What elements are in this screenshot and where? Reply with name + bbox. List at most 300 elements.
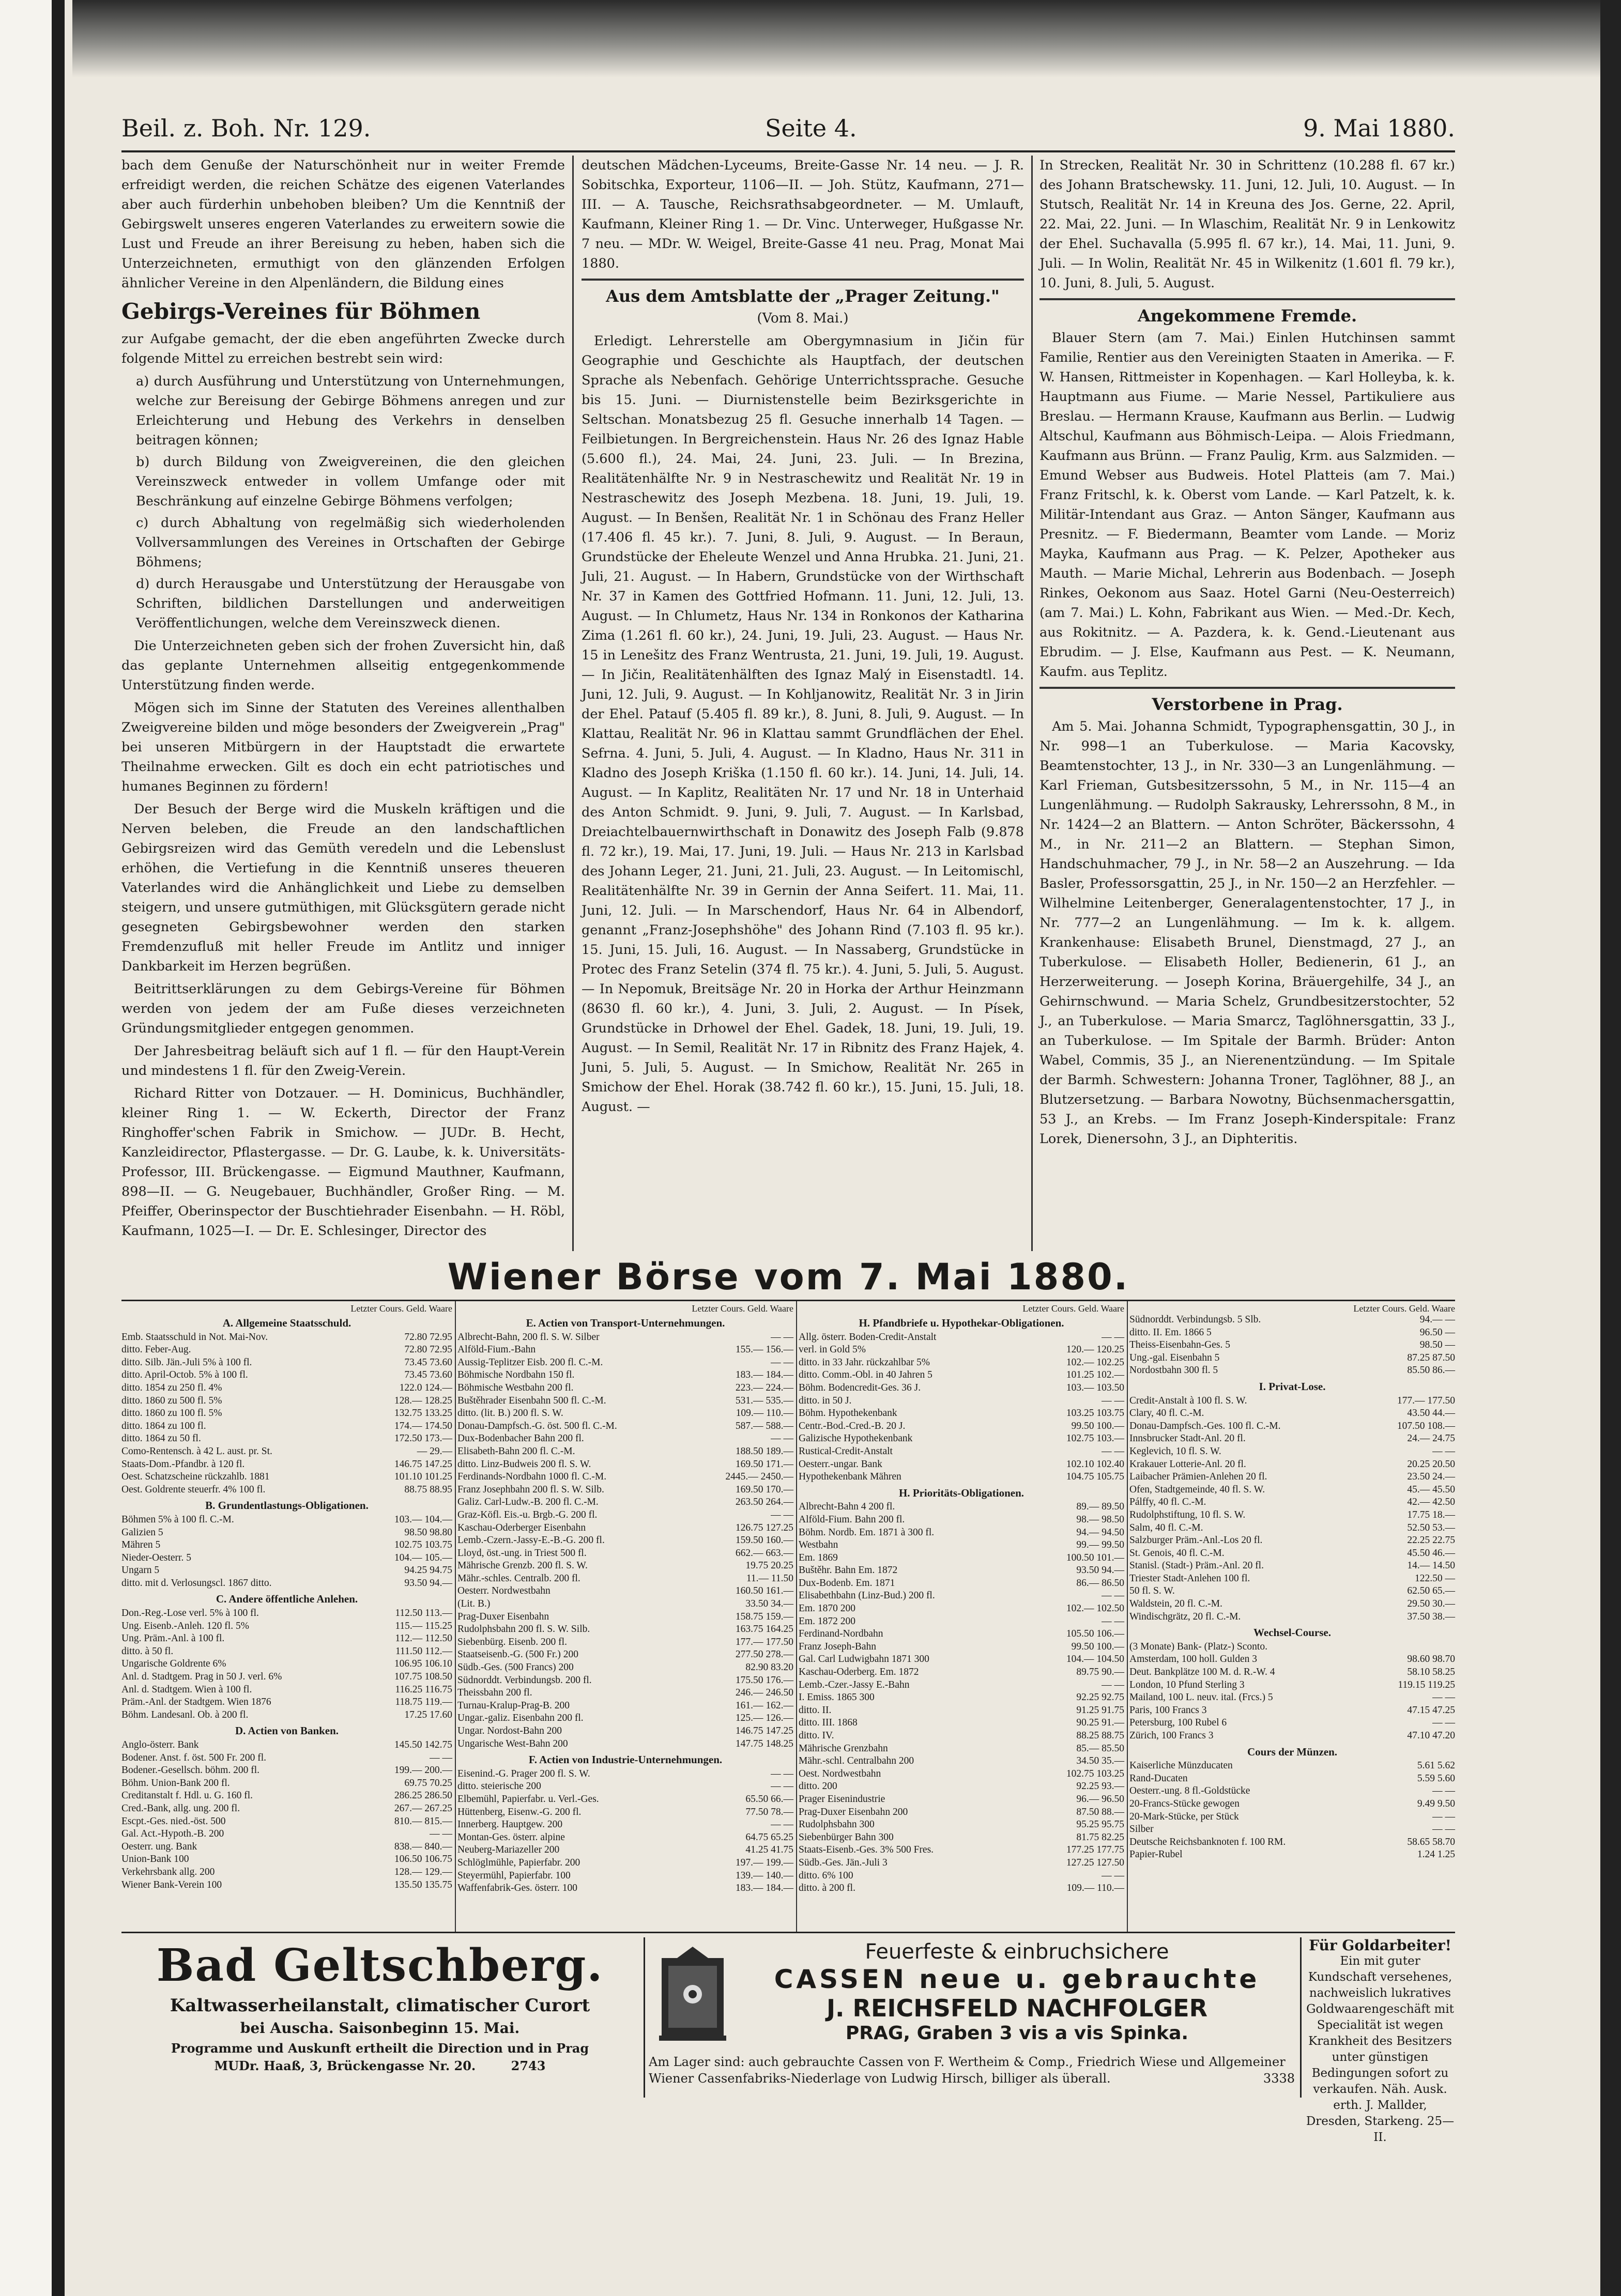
security-quote: 90.25 91.— [1076, 1717, 1124, 1729]
security-name: Galizische Hypothekenbank [799, 1433, 913, 1444]
table-row [121, 1564, 452, 1577]
security-quote: 103.— 104.— [394, 1514, 452, 1525]
table-row [1129, 1653, 1455, 1666]
security-quote: 19.75 20.25 [745, 1560, 793, 1571]
table-divider [796, 1301, 797, 1932]
security-name: Staatseisenb.-G. (500 Fr.) 200 [457, 1649, 578, 1660]
security-name: Allg. österr. Boden-Credit-Anstalt [799, 1331, 937, 1343]
security-quote: 95.25 95.75 [1076, 1819, 1124, 1830]
table-row [799, 1590, 1124, 1602]
borse-column-4 [1129, 1301, 1455, 1932]
table-row [799, 1793, 1124, 1806]
security-quote: 102.— 102.50 [1066, 1603, 1124, 1614]
security-quote: 277.50 278.— [735, 1649, 793, 1660]
ad-cassen [649, 1937, 1295, 2098]
table-row [799, 1844, 1124, 1857]
header-rule [121, 150, 1455, 152]
security-quote: 119.15 119.25 [1398, 1679, 1455, 1690]
security-name: ditto. 1854 zu 250 fl. 4% [121, 1382, 222, 1393]
security-quote: 98.60 98.70 [1407, 1654, 1455, 1665]
table-row [457, 1534, 793, 1547]
security-name: Dux-Bodenbacher Bahn 200 fl. [457, 1433, 584, 1444]
section-rule [1039, 298, 1455, 300]
ad-title: Für Goldarbeiter! [1309, 1937, 1451, 1954]
table-row [457, 1725, 793, 1738]
security-name: Triester Stadt-Anlehen 100 fl. [1129, 1573, 1250, 1584]
security-name: Anl. d. Stadtgem. Wien à 100 fl. [121, 1684, 252, 1695]
table-row [799, 1471, 1124, 1484]
security-quote: 89.75 90.— [1076, 1667, 1124, 1678]
security-name: Petersburg, 100 Rubel 6 [1129, 1717, 1227, 1729]
table-row [457, 1687, 793, 1700]
table-row [799, 1602, 1124, 1615]
borse-section-title: H. Prioritäts-Obligationen. [898, 1486, 1024, 1499]
security-quote: 177.25 177.75 [1066, 1844, 1124, 1856]
table-row [121, 1514, 452, 1527]
security-name: ditto. in 50 J. [799, 1395, 852, 1406]
arrivals-body: Blauer Stern (am 7. Mai.) Einlen Hutchinsen sammt Familie, Rentier aus den Vereinigten Staaten in Amerika. — F. W. Hansen, Rittmeister in Kopenhagen. — Karl Holleyba, k. k. Hauptmann aus Fiume. — Marie Nessel, Partikuliere aus Breslau. — Hermann Krause, Kaufmann aus Berlin. — Ludwig Altschul, Kaufmann aus Böhmisch-Leipa. — Alois Friedmann, Kaufmann aus Brünn. — Franz Paulig, Krm. aus Salzmiden. — Emund Webser aus Budweis. Hotel Platteis (am 7. Mai.) Franz Fritschl, k. k. Oberst vom Lande. — Karl Patzelt, k. k. Militär-Intendant aus Graz. — Anton Sänger, Kaufmann aus Presnitz. — F. Biedermann, Beamter vom Lande. — Moriz Mayka, Kaufmann aus Prag. — K. Pelzer, Apotheker aus Mauth. — Marie Michal, Lehrerin aus Bodenbach. — Joseph Rinkes, Oekonom aus Saaz. Hotel Garni (Neu-Oesterreich) (am 7. Mai.) L. Kohn, Fabrikant aus Wien. — Med.-Dr. Kech, aus Rokitnitz. — A. Pazdera, k. k. Gend.-Lieutenant aus Ebrudim. — J. Else, Kaufmann aus Pest. — K. Neumann, Kaufm. aus Teplitz. [1039, 330, 1455, 680]
column-1 [121, 156, 565, 1251]
table-row [1129, 1811, 1455, 1824]
security-quote: 838.— 840.— [394, 1841, 452, 1852]
security-name: Rudolphsbahn 300 [799, 1819, 875, 1830]
security-quote: 199.— 200.— [394, 1765, 452, 1776]
table-row [121, 1445, 452, 1458]
security-quote: — — [1432, 1445, 1455, 1457]
deaths-body: Am 5. Mai. Johanna Schmidt, Typographensgattin, 30 J., in Nr. 998—1 an Tuberkulose. — Maria Kacovsky, Beamtenstochter, 13 J., in Nr. 330—3 an Lungenlähmung. — Karl Frieman, Gutsbesitzerssohn, 5 M., in Nr. 115—4 an Lungenlähmung. — Rudolph Sakrausky, Lehrerssohn, 8 M., in Nr. 1424—2 an Blattern. — Anton Schröter, Bäckerssohn, 4 M., in Nr. 211—2 an Blattern. — Stephan Simon, Handschuhmacher, 79 J., in Nr. 58—2 an Auszehrung. — Ida Basler, Professorsgattin, 25 J., in Nr. 150—2 an Herzfehler. — Wilhelmine Leitenberger, Generalagentenstochter, 17 J., in Nr. 777—2 an Lungenlähmung. — Im k. k. allgem. Krankenhause: Elisabeth Brunel, Dienstmagd, 27 J., an Tuberkulose. — Elisabeth Holler, Bedienerin, 61 J., an Herzerweiterung. — Joseph Korina, Bräuergehilfe, 34 J., an Gehirnschwund. — Maria Schelz, Grundbesitzerstochter, 52 J., an Tuberkulose. — Maria Smarcz, Taglöhnersgattin, 33 J., an Tuberkulose. — Im Spitale der Barmh. Brüder: Anton Wabel, Commis, 35 J., an Nierenentzündung. — Im Spitale der Barmh. Schwestern: Johanna Troner, Taglöhner, 88 J., an Blutzersetzung. — Barbara Nowotny, Büchsenmachersgattin, 53 J., an Krebs. — Im Franz Joseph-Kinderspitale: Franz Lorek, Dienersohn, 3 J., an Diphteritis. [1039, 719, 1455, 1147]
security-name: Donau-Dampfsch.-G. öst. 500 fl. C.-M. [457, 1420, 617, 1431]
borse-section-title: Wechsel-Course. [1253, 1626, 1331, 1639]
security-name: Franz Joseph-Bahn [799, 1641, 877, 1652]
table-row [1129, 1679, 1455, 1692]
article-intro: bach dem Genuße der Naturschönheit nur in weiter Fremde erfreidigt werden, die reichen Schätze des eigenen Vaterlandes aber auch fürderhin unbehoben bleiben? Um die Kenntniß der Gebirgswelt unseres engeren Vaterlandes zu erweitern sowie die Lust und Freude an ihrer Bereisung zu heben, haben sich die Unterzeichneten, ermuthigt von den glänzenden Erfolgen ähnlicher Vereine in den Alpenländern, die Bildung eines [121, 158, 565, 291]
security-quote: 223.— 224.— [735, 1382, 793, 1393]
ad-line: CASSEN neue u. gebrauchte [774, 1964, 1260, 1994]
security-name: Oesterr. Nordwestbahn [457, 1585, 550, 1597]
table-row [457, 1661, 793, 1674]
table-row [457, 1700, 793, 1713]
column-head: Letzter Cours. Geld. Waare [1022, 1303, 1124, 1314]
security-name: Böhmische Westbahn 200 fl. [457, 1382, 574, 1393]
security-name: Ungar. Nordost-Bahn 200 [457, 1725, 562, 1736]
security-quote: 102.75 103.75 [394, 1539, 452, 1551]
table-row [799, 1395, 1124, 1408]
table-row [457, 1857, 793, 1870]
table-row [121, 1752, 452, 1765]
table-row [1129, 1339, 1455, 1352]
table-row [1129, 1445, 1455, 1458]
security-name: Schlöglmühle, Papierfabr. 200 [457, 1857, 580, 1868]
security-quote: 112.— 112.50 [395, 1633, 452, 1644]
security-quote: — — [771, 1768, 793, 1779]
security-quote: 102.— 102.25 [1066, 1357, 1124, 1368]
security-name: Kaschau-Oderberg. Em. 1872 [799, 1667, 919, 1678]
security-name: ditto. 1860 zu 500 fl. 5% [121, 1395, 222, 1406]
header-page-number: Seite 4. [765, 114, 857, 142]
security-quote: 107.75 108.50 [394, 1671, 452, 1683]
security-name: Emb. Staatsschuld in Not. Mai-Nov. [121, 1331, 268, 1343]
security-quote: — — [1432, 1717, 1455, 1729]
list-item: a) durch Ausführung und Unterstützung von Unternehmungen, welche zur Bereisung der Gebirge Böhmens anregen und zur Erleichterung und Hebung des Verkehrs in denselben beitragen können; [136, 374, 565, 448]
security-quote: 92.25 93.— [1076, 1781, 1124, 1792]
security-name: Nieder-Oesterr. 5 [121, 1552, 191, 1563]
founders-continued: deutschen Mädchen-Lyceums, Breite-Gasse Nr. 14 neu. — J. R. Sobitschka, Exporteur, 1106—II. — Joh. Stütz, Kaufmann, 271—III. — A. Tausche, Reichsrathsabgeordneter. — M. Umlauft, Kaufmann, Kleiner Ring 1. — Dr. Vinc. Unterweger, Hußgasse Nr. 7 neu. — MDr. W. Weigel, Breite-Gasse 41 neu. Prag, Monat Mai 1880. [582, 158, 1024, 271]
table-row [799, 1432, 1124, 1445]
security-quote: 175.50 176.— [735, 1674, 793, 1686]
security-quote: 85.— 85.50 [1076, 1743, 1124, 1754]
table-row [121, 1458, 452, 1471]
security-name: ditto. IV. [799, 1730, 834, 1741]
security-name: Em. 1869 [799, 1552, 838, 1563]
table-row [799, 1691, 1124, 1704]
security-name: Innsbrucker Stadt-Anl. 20 fl. [1129, 1433, 1246, 1444]
security-name: Ung.-gal. Eisenbahn 5 [1129, 1352, 1220, 1363]
table-row [799, 1331, 1124, 1344]
security-name: Donau-Dampfsch.-Ges. 100 fl. C.-M. [1129, 1420, 1281, 1431]
table-row [1129, 1534, 1455, 1547]
scan-top-edge [0, 0, 1621, 78]
security-name: Oest. Schatzscheine rückzahlb. 1881 [121, 1471, 270, 1483]
table-row [457, 1819, 793, 1831]
security-name: Ferdinand-Nordbahn [799, 1628, 883, 1640]
article-paragraph: Mögen sich im Sinne der Statuten des Vereines allenthalben Zweigvereine bilden und möge besonders der Zweigverein „Prag" bei unseren Mitbürgern in der Hauptstadt die erwartete Theilnahme erwecken. Gilt es doch ein echt patriotisches und humanes Beginnen zu fördern! [121, 700, 565, 794]
security-quote: 169.50 170.— [735, 1484, 793, 1495]
ad-cassen-text [739, 1939, 1295, 2045]
column-2 [582, 156, 1024, 1251]
scan-left-edge [0, 0, 72, 2296]
security-name: Lemb.-Czern.-Jassy-E.-B.-G. 200 fl. [457, 1535, 605, 1546]
article-purpose: zur Aufgabe gemacht, der die eben angeführten Zwecke durch folgende Mittel zu erreichen bestrebt sein wird: [121, 331, 565, 366]
security-name: I. Emiss. 1865 300 [799, 1692, 875, 1703]
security-name: Em. 1870 200 [799, 1603, 855, 1614]
table-row [1129, 1484, 1455, 1497]
security-quote: 93.50 94.— [404, 1577, 452, 1589]
security-quote: — — [1102, 1679, 1124, 1690]
table-row [1129, 1471, 1455, 1484]
table-divider [455, 1301, 456, 1932]
column-divider [572, 156, 574, 1251]
security-quote: 94.25 94.75 [404, 1565, 452, 1576]
security-name: Eisenind.-G. Prager 200 fl. S. W. [457, 1768, 590, 1779]
security-name: Bodener. Anst. f. öst. 500 Fr. 200 fl. [121, 1752, 267, 1763]
security-quote: 52.50 53.— [1407, 1522, 1455, 1533]
security-quote: 104.75 105.75 [1066, 1471, 1124, 1483]
security-name: ditto. à 50 fl. [121, 1645, 174, 1657]
table-row [121, 1607, 452, 1620]
header-left: Beil. z. Boh. Nr. 129. [121, 114, 371, 142]
security-quote: 43.50 44.— [1407, 1408, 1455, 1419]
security-name: Südnorddt. Verbindungsb. 5 Slb. [1129, 1314, 1261, 1325]
security-quote: 99.— 99.50 [1076, 1539, 1124, 1551]
security-quote: 147.75 148.25 [735, 1738, 793, 1749]
security-name: Paris, 100 Francs 3 [1129, 1704, 1207, 1716]
table-row [799, 1539, 1124, 1552]
security-quote: 24.— 24.75 [1407, 1433, 1455, 1444]
security-name: Rudolphsbahn 200 fl. S. W. Silb. [457, 1624, 590, 1635]
ad-text [121, 2057, 638, 2075]
security-name: ditto. (lit. B.) 200 fl. S. W. [457, 1408, 563, 1419]
table-row [121, 1527, 452, 1539]
table-row [457, 1357, 793, 1369]
article-paragraph: Der Besuch der Berge wird die Muskeln kräftigen und die Nerven beleben, die Freude an den landschaftlichen Gebirgsreizen wird das Gemüth veredeln und die Lebenslust erhöhen, die Vertiefung in die Kenntniß unseres theueren Vaterlandes wird die Anhänglichkeit und Liebe zu demselben steigern, und unsere gutmüthigen, mit Glücksgütern gerade nicht gesegneten Gebirgsbewohner werden den starken Fremdenzufluß mit heller Freude im Antlitz und inniger Dankbarkeit im Herzen begrüßen. [121, 802, 565, 974]
security-quote: 109.— 110.— [736, 1408, 793, 1419]
security-quote: 96.50 — [1419, 1327, 1455, 1338]
table-row [457, 1369, 793, 1382]
security-quote: 72.80 72.95 [404, 1344, 452, 1355]
security-name: Salzburger Präm.-Anl.-Los 20 fl. [1129, 1535, 1263, 1546]
ad-bad-geltschberg [121, 1937, 638, 2098]
security-name: Kaschau-Oderberger Eisenbahn [457, 1522, 586, 1533]
table-row [457, 1560, 793, 1573]
security-quote: 118.75 119.— [395, 1697, 452, 1708]
security-quote: 23.50 24.— [1407, 1471, 1455, 1483]
ad-footer [649, 2054, 1295, 2087]
security-name: (3 Monate) Bank- (Platz-) Sconto. [1129, 1641, 1267, 1652]
security-quote: 29.50 30.— [1407, 1598, 1455, 1610]
borse-section-title: A. Allgemeine Staatsschuld. [222, 1317, 351, 1329]
table-row [121, 1484, 452, 1497]
table-row [799, 1768, 1124, 1781]
security-quote: 91.25 91.75 [1076, 1704, 1124, 1716]
security-name: Galiz. Carl-Ludw.-B. 200 fl. C.-M. [457, 1497, 599, 1508]
security-name: Buštěhr. Bahn Em. 1872 [799, 1565, 898, 1576]
ad-divider [1300, 1937, 1302, 2098]
security-name: Oesterr.-ung. 8 fl.-Goldstücke [1129, 1785, 1250, 1797]
table-row [799, 1615, 1124, 1628]
security-name: Böhm. Nordb. Em. 1871 à 300 fl. [799, 1527, 935, 1538]
security-quote: 64.75 65.25 [745, 1831, 793, 1843]
security-name: Theiss-Eisenbahn-Ges. 5 [1129, 1339, 1230, 1351]
security-quote: 45.50 46.— [1407, 1547, 1455, 1559]
security-name: Mährische Grenzbahn [799, 1743, 888, 1754]
ad-goldarbeiter [1305, 1937, 1455, 2144]
security-name: Kaiserliche Münzducaten [1129, 1760, 1233, 1771]
security-name: Lloyd, öst.-ung. in Triest 500 fl. [457, 1547, 587, 1559]
security-name: ditto. mit d. Verlosungscl. 1867 ditto. [121, 1577, 272, 1589]
column-3 [1039, 156, 1455, 1251]
security-name: Stanisl. (Stadt-) Präm.-Anl. 20 fl. [1129, 1560, 1264, 1571]
table-row [1129, 1848, 1455, 1861]
security-quote: 810.— 815.— [394, 1815, 452, 1827]
borse-column-3 [799, 1301, 1124, 1932]
security-quote: 14.— 14.50 [1407, 1560, 1455, 1571]
security-name: Siebenbürg. Eisenb. 200 fl. [457, 1636, 567, 1647]
security-quote: 102.75 103.— [1066, 1433, 1124, 1444]
table-row [1129, 1509, 1455, 1522]
security-quote: 174.— 174.50 [394, 1420, 452, 1431]
security-quote: 263.50 264.— [735, 1497, 793, 1508]
security-quote: 662.— 663.— [735, 1547, 793, 1559]
security-name: Montan-Ges. österr. alpine [457, 1831, 565, 1843]
security-name: Oest. Nordwestbahn [799, 1768, 881, 1779]
security-quote: — — [771, 1509, 793, 1520]
security-quote: 100.50 101.— [1066, 1552, 1124, 1563]
stock-exchange-table [121, 1300, 1455, 1933]
table-row [121, 1853, 452, 1866]
security-name: Böhm. Landesanl. Ob. à 200 fl. [121, 1709, 249, 1720]
security-quote: — — [1102, 1331, 1124, 1343]
security-name: Prag-Duxer Eisenbahn [457, 1611, 549, 1622]
security-quote: 128.— 128.25 [394, 1395, 452, 1406]
security-name: Silber [1129, 1824, 1154, 1835]
security-name: Elisabeth-Bahn 200 fl. C.-M. [457, 1445, 575, 1457]
security-quote: 172.50 173.— [394, 1433, 452, 1444]
security-name: Buštěhrader Eisenbahn 500 fl. C.-M. [457, 1395, 606, 1406]
table-row [799, 1870, 1124, 1883]
security-name: Südb.-Ges. (500 Francs) 200 [457, 1662, 574, 1673]
ad-body: Ein mit guter Kundschaft versehenes, nachweislich lukratives Goldwaarengeschäft mit Specialität ist wegen Krankheit des Besitzers unter günstigen Bedingungen sofort zu verkaufen. Näh. Ausk. erth. J. Mallder, Dresden, Starkeng. 25—II. [1306, 1954, 1455, 2144]
security-name: Böhmen 5% à 100 fl. C.-M. [121, 1514, 234, 1525]
table-row [457, 1484, 793, 1497]
security-name: Waldstein, 20 fl. C.-M. [1129, 1598, 1222, 1610]
ad-divider [644, 1937, 645, 2098]
security-quote: 128.— 129.— [394, 1866, 452, 1877]
security-quote: 5.59 5.60 [1417, 1773, 1455, 1784]
table-row [121, 1790, 452, 1802]
table-row [121, 1552, 452, 1565]
security-name: Albrecht-Bahn, 200 fl. S. W. Silber [457, 1331, 600, 1343]
security-quote: 127.25 127.50 [1066, 1857, 1124, 1868]
table-row [457, 1509, 793, 1522]
security-quote: 73.45 73.60 [404, 1369, 452, 1381]
security-name: Mähren 5 [121, 1539, 161, 1551]
security-name: Keglevich, 10 fl. S. W. [1129, 1445, 1221, 1457]
table-row [799, 1357, 1124, 1369]
security-quote: — — [1432, 1785, 1455, 1797]
security-name: Zürich, 100 Francs 3 [1129, 1730, 1214, 1741]
table-row [121, 1764, 452, 1777]
security-name: ditto. Comm.-Obl. in 40 Jahren 5 [799, 1369, 932, 1381]
security-name: Lemb.-Czer.-Jassy E.-Bahn [799, 1679, 910, 1690]
security-quote: 587.— 588.— [735, 1420, 793, 1431]
security-name: Alföld-Fium. Bahn 200 fl. [799, 1514, 905, 1525]
security-quote: — — [771, 1357, 793, 1368]
security-name: Präm.-Anl. der Stadtgem. Wien 1876 [121, 1697, 271, 1708]
security-quote: 98.50 98.80 [404, 1527, 452, 1538]
security-name: Alföld-Fium.-Bahn [457, 1344, 536, 1355]
table-row [457, 1344, 793, 1357]
security-quote: 9.49 9.50 [1417, 1798, 1455, 1809]
table-row [799, 1458, 1124, 1471]
table-row [457, 1598, 793, 1611]
table-row [1129, 1691, 1455, 1704]
column-head: Letzter Cours. Geld. Waare [1353, 1303, 1455, 1314]
security-quote: 197.— 199.— [735, 1857, 793, 1868]
security-name: Turnau-Kralup-Prag-B. 200 [457, 1700, 570, 1711]
security-quote: 109.— 110.— [1066, 1883, 1124, 1894]
table-row [457, 1573, 793, 1585]
security-quote: 17.75 18.— [1407, 1509, 1455, 1520]
security-quote: 102.75 103.25 [1066, 1768, 1124, 1779]
ad-line: Feuerfeste & einbruchsichere [865, 1940, 1169, 1964]
table-row [799, 1641, 1124, 1654]
security-name: Ungarn 5 [121, 1565, 160, 1576]
security-quote: 82.90 83.20 [745, 1662, 793, 1673]
table-row [799, 1806, 1124, 1819]
security-name: Escpt.-Ges. nied.-öst. 500 [121, 1815, 226, 1827]
security-name: Rustical-Credit-Anstalt [799, 1445, 893, 1457]
security-quote: 17.25 17.60 [404, 1709, 452, 1720]
security-quote: — — [1432, 1692, 1455, 1703]
table-row [799, 1831, 1124, 1844]
security-quote: 72.80 72.95 [404, 1331, 452, 1343]
security-quote: 112.50 113.— [395, 1608, 452, 1619]
table-row [1129, 1573, 1455, 1585]
table-row [799, 1717, 1124, 1730]
borse-section-title: Cours der Münzen. [1247, 1745, 1338, 1758]
security-quote: 169.50 171.— [735, 1458, 793, 1470]
security-name: Em. 1872 200 [799, 1615, 855, 1627]
arrivals-title: Angekommene Fremde. [1137, 306, 1357, 326]
security-name: Ungarische West-Bahn 200 [457, 1738, 568, 1749]
security-name: Bodener.-Gesellsch. böhm. 200 fl. [121, 1765, 259, 1776]
security-name: Prag-Duxer Eisenbahn 200 [799, 1806, 908, 1817]
security-name: Anl. d. Stadtgem. Prag in 50 J. verl. 6% [121, 1671, 282, 1683]
table-row [1129, 1704, 1455, 1717]
security-name: Mähr.-schles. Centralb. 200 fl. [457, 1573, 580, 1584]
security-quote: 99.50 100.— [1071, 1641, 1124, 1652]
security-quote: 161.— 162.— [735, 1700, 793, 1711]
table-row [1129, 1458, 1455, 1471]
security-quote: 102.10 102.40 [1066, 1458, 1124, 1470]
security-quote: 85.50 86.— [1407, 1365, 1455, 1376]
security-quote: 146.75 147.25 [394, 1458, 452, 1470]
table-row [1129, 1547, 1455, 1560]
security-quote: 34.50 35.— [1076, 1755, 1124, 1767]
security-quote: 104.— 105.— [394, 1552, 452, 1563]
security-quote: 98.50 — [1419, 1339, 1455, 1351]
ad-text: Programme und Auskunft ertheilt die Direction und in Prag [171, 2041, 589, 2056]
security-quote: 94.— 94.50 [1076, 1527, 1124, 1538]
security-name: Böhm. Union-Bank 200 fl. [121, 1777, 230, 1789]
table-row [457, 1882, 793, 1895]
security-quote: 177.— 177.50 [735, 1636, 793, 1647]
security-quote: 183.— 184.— [735, 1883, 793, 1894]
table-row [121, 1739, 452, 1752]
table-row [457, 1870, 793, 1883]
section-rule [1039, 687, 1455, 689]
table-row [121, 1577, 452, 1590]
article-headline: Gebirgs-Vereines für Böhmen [121, 299, 481, 324]
table-row [799, 1445, 1124, 1458]
table-row [799, 1382, 1124, 1395]
table-row [457, 1611, 793, 1624]
table-row [121, 1420, 452, 1433]
security-name: Elbemühl, Papierfabr. u. Verl.-Ges. [457, 1793, 599, 1805]
newspaper-page [121, 111, 1455, 2144]
security-name: Steyermühl, Papierfabr. 100 [457, 1870, 571, 1881]
table-row [799, 1679, 1124, 1692]
article-paragraph: Die Unterzeichneten geben sich der frohen Zuversicht hin, daß das geplante Unternehmen allseitig entgegenkommende Unterstützung finden werde. [121, 638, 565, 693]
security-quote: 101.10 101.25 [394, 1471, 452, 1483]
table-row [799, 1407, 1124, 1420]
security-quote: — — [430, 1828, 452, 1840]
table-row [799, 1527, 1124, 1539]
table-row [121, 1432, 452, 1445]
table-row [121, 1407, 452, 1420]
purpose-list [121, 372, 565, 633]
auctions-continued: In Strecken, Realität Nr. 30 in Schrittenz (10.288 fl. 67 kr.) des Johann Bratschewsky. 11. Juni, 12. Juli, 10. August. — In Stutsch, Realität Nr. 14 in Kreuna des Jos. Gerne, 22. April, 22. Mai, 22. Juni. — In Wlaschim, Realität Nr. 9 in Lenkowitz der Ehel. Suchavalla (5.995 fl. 67 kr.), 14. Mai, 11. Juni, 9. Juli. — In Wolin, Realität Nr. 45 in Wilkenitz (1.601 fl. 79 kr.), 10. Juni, 8. Juli, 5. August. [1039, 158, 1455, 291]
table-row [457, 1806, 793, 1819]
table-row [121, 1671, 452, 1684]
table-row [121, 1696, 452, 1709]
header-date: 9. Mai 1880. [1303, 114, 1455, 142]
security-name: Franz Josephbahn 200 fl. S. W. Silb. [457, 1484, 604, 1495]
security-name: Siebenbürger Bahn 300 [799, 1831, 894, 1843]
security-quote: — 29.— [417, 1445, 452, 1457]
security-name: 20-Francs-Stücke gewogen [1129, 1798, 1240, 1809]
table-row [457, 1496, 793, 1509]
